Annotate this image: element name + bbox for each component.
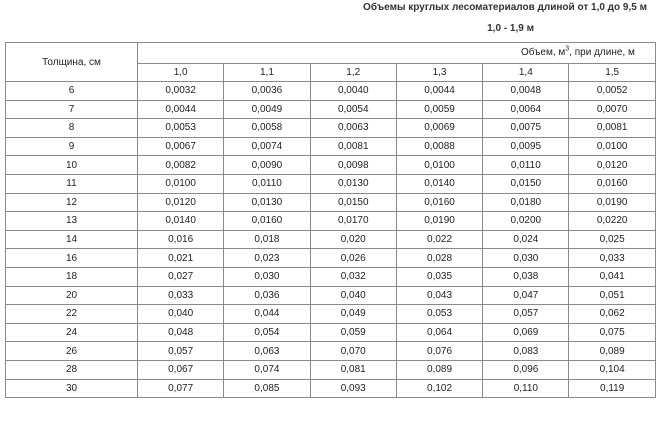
volume-cell: 0,0170 [310,212,396,231]
volume-cell: 0,102 [396,379,482,398]
volume-cell: 0,119 [569,379,655,398]
volume-cell: 0,048 [138,323,224,342]
length-header-cell: 1,4 [483,63,569,81]
volume-cell: 0,038 [483,267,569,286]
volume-cell: 0,0190 [569,193,655,212]
volume-cell: 0,030 [224,267,310,286]
volume-cell: 0,026 [310,249,396,268]
thickness-cell: 10 [6,156,138,175]
volume-cell: 0,093 [310,379,396,398]
volume-cell: 0,022 [396,230,482,249]
table-row [6,305,656,324]
table-row [6,267,656,286]
volume-cell: 0,0049 [224,100,310,119]
thickness-cell: 26 [6,342,138,361]
volume-cell: 0,0036 [224,82,310,101]
thickness-cell: 22 [6,305,138,324]
volume-cell: 0,070 [310,342,396,361]
thickness-column-header: Толщина, см [6,43,138,82]
table-row [6,230,656,249]
volume-cell: 0,0120 [569,156,655,175]
volume-cell: 0,035 [396,267,482,286]
volume-cell: 0,025 [569,230,655,249]
volume-cell: 0,051 [569,286,655,305]
volume-cell: 0,016 [138,230,224,249]
volume-column-header [138,43,656,64]
volume-cell: 0,0064 [483,100,569,119]
volume-cell: 0,0070 [569,100,655,119]
volume-cell: 0,0053 [138,119,224,138]
volume-cell: 0,089 [396,360,482,379]
volume-cell: 0,0067 [138,137,224,156]
volume-cell: 0,0220 [569,212,655,231]
volume-cell: 0,0100 [569,137,655,156]
volume-cell: 0,064 [396,323,482,342]
volume-cell: 0,067 [138,360,224,379]
thickness-cell: 6 [6,82,138,101]
table-row [6,360,656,379]
volume-table [5,42,656,398]
volume-cell: 0,040 [310,286,396,305]
thickness-cell: 8 [6,119,138,138]
volume-cell: 0,0040 [310,82,396,101]
volume-cell: 0,0095 [483,137,569,156]
length-header-cell: 1,0 [138,63,224,81]
thickness-cell: 13 [6,212,138,231]
thickness-cell: 7 [6,100,138,119]
thickness-cell: 12 [6,193,138,212]
volume-cell: 0,033 [138,286,224,305]
table-row [6,249,656,268]
volume-cell: 0,0059 [396,100,482,119]
volume-cell: 0,0140 [396,174,482,193]
volume-table-body [6,82,656,398]
volume-cell: 0,059 [310,323,396,342]
table-row [6,82,656,101]
volume-cell: 0,0130 [310,174,396,193]
volume-cell: 0,0052 [569,82,655,101]
thickness-cell: 24 [6,323,138,342]
volume-cell: 0,020 [310,230,396,249]
volume-header-superscript: 3 [565,45,570,53]
volume-cell: 0,043 [396,286,482,305]
volume-cell: 0,0074 [224,137,310,156]
length-header-cell: 1,3 [396,63,482,81]
volume-header-prefix: Объем, м [520,47,566,59]
thickness-cell: 20 [6,286,138,305]
volume-cell: 0,0081 [569,119,655,138]
volume-cell: 0,0120 [138,193,224,212]
table-row [6,100,656,119]
volume-cell: 0,0058 [224,119,310,138]
volume-cell: 0,104 [569,360,655,379]
volume-cell: 0,0100 [138,174,224,193]
volume-cell: 0,062 [569,305,655,324]
volume-cell: 0,0150 [310,193,396,212]
volume-cell: 0,030 [483,249,569,268]
volume-cell: 0,081 [310,360,396,379]
volume-cell: 0,021 [138,249,224,268]
volume-cell: 0,0082 [138,156,224,175]
volume-header-suffix: , при длине, м [569,47,635,59]
volume-cell: 0,069 [483,323,569,342]
volume-cell: 0,0069 [396,119,482,138]
volume-cell: 0,085 [224,379,310,398]
table-row [6,174,656,193]
length-header-cell: 1,1 [224,63,310,81]
volume-cell: 0,033 [569,249,655,268]
length-header-cell: 1,5 [569,63,655,81]
volume-cell: 0,074 [224,360,310,379]
volume-cell: 0,040 [138,305,224,324]
volume-cell: 0,0054 [310,100,396,119]
volume-cell: 0,024 [483,230,569,249]
table-row [6,156,656,175]
table-row [6,137,656,156]
volume-cell: 0,096 [483,360,569,379]
volume-cell: 0,018 [224,230,310,249]
volume-cell: 0,057 [138,342,224,361]
volume-cell: 0,0075 [483,119,569,138]
volume-cell: 0,083 [483,342,569,361]
volume-cell: 0,0150 [483,174,569,193]
thickness-cell: 11 [6,174,138,193]
volume-cell: 0,0160 [224,212,310,231]
table-row [6,193,656,212]
volume-cell: 0,057 [483,305,569,324]
volume-cell: 0,054 [224,323,310,342]
volume-cell: 0,036 [224,286,310,305]
thickness-cell: 28 [6,360,138,379]
volume-cell: 0,032 [310,267,396,286]
volume-cell: 0,0088 [396,137,482,156]
length-range-caption: 1,0 - 1,9 м [487,23,534,34]
volume-cell: 0,0044 [138,100,224,119]
thickness-cell: 9 [6,137,138,156]
volume-cell: 0,0160 [569,174,655,193]
volume-cell: 0,076 [396,342,482,361]
volume-cell: 0,053 [396,305,482,324]
volume-cell: 0,0180 [483,193,569,212]
volume-cell: 0,0048 [483,82,569,101]
volume-cell: 0,041 [569,267,655,286]
thickness-cell: 14 [6,230,138,249]
table-row [6,286,656,305]
volume-cell: 0,0110 [224,174,310,193]
length-header-cell: 1,2 [310,63,396,81]
volume-cell: 0,110 [483,379,569,398]
thickness-cell: 16 [6,249,138,268]
volume-cell: 0,049 [310,305,396,324]
volume-cell: 0,075 [569,323,655,342]
volume-cell: 0,0130 [224,193,310,212]
volume-cell: 0,023 [224,249,310,268]
volume-cell: 0,0140 [138,212,224,231]
volume-cell: 0,0190 [396,212,482,231]
table-row [6,379,656,398]
volume-cell: 0,077 [138,379,224,398]
volume-cell: 0,027 [138,267,224,286]
volume-cell: 0,0032 [138,82,224,101]
table-title: Объемы круглых лесоматериалов длиной от 1,0 до 9,5 м [363,2,647,13]
volume-cell: 0,0063 [310,119,396,138]
table-row [6,212,656,231]
volume-cell: 0,044 [224,305,310,324]
table-row [6,342,656,361]
volume-cell: 0,0110 [483,156,569,175]
table-row [6,119,656,138]
volume-cell: 0,047 [483,286,569,305]
volume-cell: 0,0160 [396,193,482,212]
volume-cell: 0,0044 [396,82,482,101]
thickness-cell: 30 [6,379,138,398]
volume-cell: 0,0081 [310,137,396,156]
table-row [6,323,656,342]
volume-cell: 0,0100 [396,156,482,175]
volume-cell: 0,0090 [224,156,310,175]
volume-cell: 0,063 [224,342,310,361]
volume-cell: 0,028 [396,249,482,268]
volume-cell: 0,0098 [310,156,396,175]
volume-cell: 0,0200 [483,212,569,231]
thickness-cell: 18 [6,267,138,286]
volume-cell: 0,089 [569,342,655,361]
